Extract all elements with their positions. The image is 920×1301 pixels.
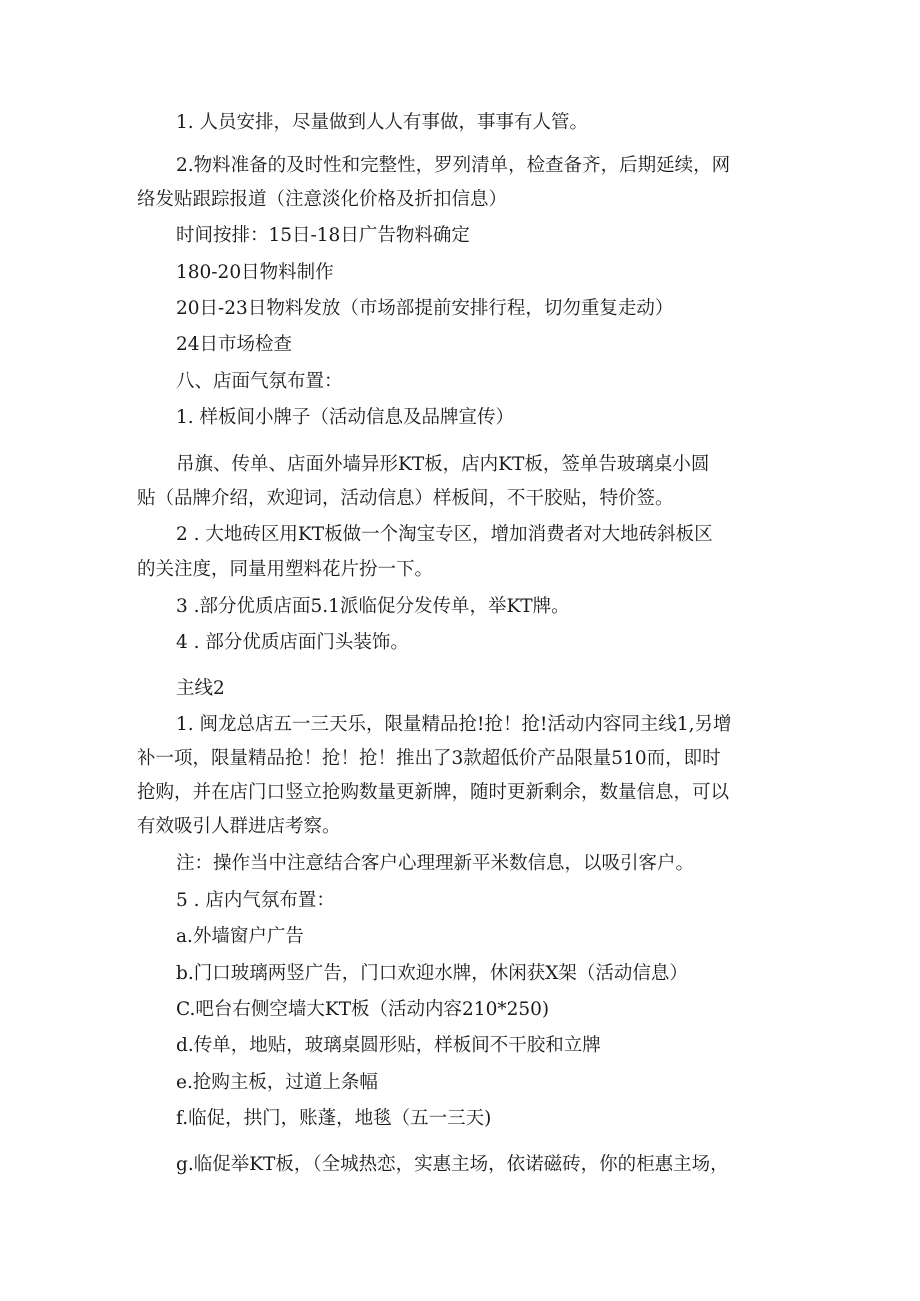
schedule-line-1: 时间按排：15日-18日广告物料确定 [176, 225, 470, 246]
paragraph-minlong-line1: 1. 闽龙总店五一三天乐，限量精品抢!抢！抢!活动内容同主线1,另增 [176, 714, 732, 735]
section-heading-mainline-2: 主线2 [176, 678, 225, 699]
list-item-materials-line2: 络发贴跟踪报道（注意淡化价格及折扣信息） [137, 189, 508, 210]
list-item-f: f.临促，拱门，账蓬，地毯（五一三天) [176, 1108, 492, 1129]
paragraph-minlong-line2: 补一项，限量精品抢！抢！抢！推出了3款超低价产品限量510而，即时 [137, 748, 721, 769]
list-item-floor-tile-line2: 的关注度，同量用塑料花片扮一下。 [137, 559, 434, 580]
list-item-personnel: 1. 人员安排，尽量做到人人有事做，事事有人管。 [176, 112, 589, 133]
note-line: 注：操作当中注意结合客户心理理新平米数信息，以吸引客户。 [176, 853, 695, 874]
list-item-g: g.临促举KT板，（全城热恋，实惠主场，依诺磁砖，你的柜惠主场， [176, 1154, 729, 1175]
paragraph-materials-list-line1: 吊旗、传单、店面外墙异形KT板，店内KT板，签单告玻璃桌小圆 [176, 454, 710, 475]
list-item-storefront: 4 . 部分优质店面门头装饰。 [176, 632, 409, 653]
paragraph-minlong-line3: 抢购，并在店门口竖立抢购数量更新牌，随时更新剩余，数量信息，可以 [137, 782, 730, 803]
paragraph-materials-list-line2: 贴（品牌介绍，欢迎词，活动信息）样板间，不干胶贴，特价签。 [137, 488, 674, 509]
paragraph-minlong-line4: 有效吸引人群进店考察。 [137, 816, 341, 837]
schedule-line-4: 24日市场检查 [176, 334, 293, 355]
schedule-line-2: 180-20日物料制作 [176, 262, 334, 283]
list-item-e: e.抢购主板，过道上条幅 [176, 1072, 378, 1093]
list-item-d: d.传单，地贴，玻璃桌圆形贴，样板间不干胶和立牌 [176, 1035, 601, 1056]
section-heading-instore-atmosphere: 5 . 店内气氛布置： [176, 890, 335, 911]
list-item-materials-line1: 2.物料准备的及时性和完整性，罗列清单，检查备齐，后期延续，网 [176, 155, 731, 176]
list-item-c: C.吧台右侧空墙大KT板（活动内容210*250) [176, 999, 550, 1020]
list-item-floor-tile-line1: 2 . 大地砖区用KT板做一个淘宝专区，增加消费者对大地砖斜板区 [176, 524, 713, 545]
list-item-sample-room-sign: 1. 样板间小牌子（活动信息及品牌宣传） [176, 407, 515, 428]
list-item-flyers: 3 .部分优质店面5.1派临促分发传单，举KT牌。 [176, 596, 570, 617]
list-item-b: b.门口玻璃两竖广告，门口欢迎水牌，休闲获X架（活动信息） [176, 963, 688, 984]
schedule-line-3: 20日-23日物料发放（市场部提前安排行程，切勿重复走动） [176, 298, 674, 319]
section-heading-store-atmosphere: 八、店面气氛布置： [176, 371, 343, 392]
list-item-a: a.外墙窗户广告 [176, 926, 304, 947]
